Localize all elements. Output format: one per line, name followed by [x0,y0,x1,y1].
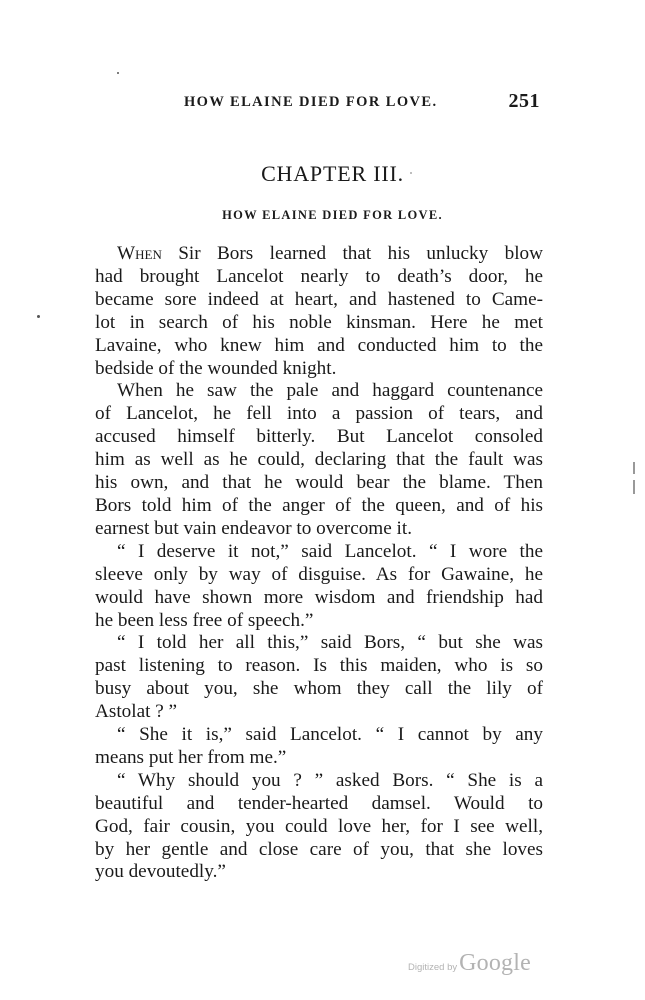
paragraph [95,541,543,633]
text-line: accused himself bitterly. But Lancelot consoled [95,426,543,448]
text-line: Lavaine, who knew him and conducted him to the [95,334,543,356]
google-logo: Google [459,950,531,976]
text-line: of Lancelot, he fell into a passion of tears, and [95,403,543,425]
text-line: earnest but vain endeavor to overcome it. [95,517,413,539]
text-line: his own, and that he would bear the blame. Then [95,472,543,494]
margin-mark [633,480,635,494]
text-line: had brought Lancelot nearly to death’s door, he [95,265,543,287]
digitized-watermark [408,950,531,980]
text-line: became sore indeed at heart, and hastened to Came- [95,288,543,310]
text-line: “ I told her all this,” said Bors, “ but she was [117,632,543,654]
text-line: him as well as he could, declaring that the fault was [95,449,543,471]
running-head-title: HOW ELAINE DIED FOR LOVE. [184,94,438,110]
text-line: past listening to reason. Is this maiden, who is so [95,655,543,677]
text-line: lot in search of his noble kinsman. Here he met [95,311,543,333]
text-line: Bors told him of the anger of the queen, and of his [95,494,543,516]
text-line: would have shown more wisdom and friendship had [95,586,543,608]
text-line: you devoutedly.” [95,861,226,883]
text-line: When Sir Bors learned that his unlucky blow [117,243,543,264]
text-line: God, fair cousin, you could love her, for I see well, [95,815,543,837]
chapter-subtitle: HOW ELAINE DIED FOR LOVE. [222,208,443,222]
paragraph [95,243,543,380]
text-line: means put her from me.” [95,746,287,768]
paragraph [95,380,543,540]
text-line: “ Why should you ? ” asked Bors. “ She is a [117,769,543,791]
text-line: busy about you, she whom they call the lily of [95,678,543,700]
running-head [160,90,542,116]
print-speck [37,315,40,318]
chapter-heading: CHAPTER III. [261,161,404,186]
print-speck [117,72,119,74]
text-line: Astolat ? ” [95,701,178,723]
text-line: “ I deserve it not,” said Lancelot. “ I wore the [117,540,543,562]
paragraph [95,724,543,770]
body-text [95,243,543,884]
text-line: sleeve only by way of disguise. As for Gawaine, he [95,563,543,585]
margin-mark [633,462,635,474]
paragraph [95,632,543,724]
text-line: beautiful and tender-hearted damsel. Would to [95,792,543,814]
text-line: by her gentle and close care of you, that she loves [95,838,543,860]
text-line: When he saw the pale and haggard countenance [117,380,543,402]
paragraph [95,770,543,885]
text-line: he been less free of speech.” [95,609,314,631]
watermark-prefix: Digitized by [408,962,458,973]
opening-word: When [117,243,162,264]
page-number: 251 [508,90,540,112]
text-line: bedside of the wounded knight. [95,357,337,379]
text-line: “ She it is,” said Lancelot. “ I cannot by any [117,724,543,746]
